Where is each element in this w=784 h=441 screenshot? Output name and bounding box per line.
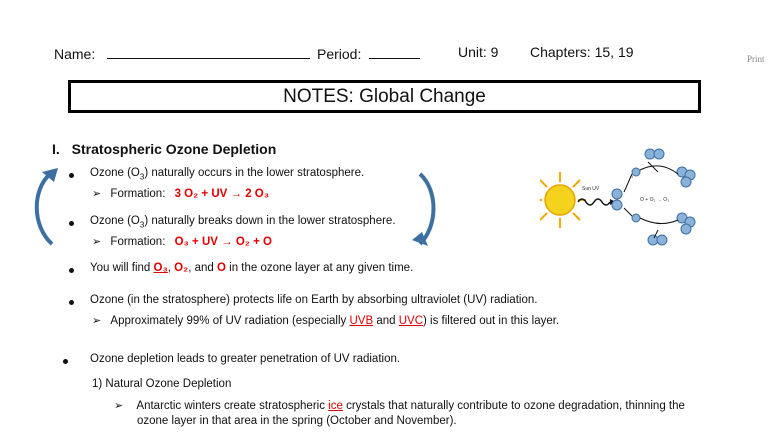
- text-segment: , and: [188, 262, 218, 274]
- text-segment: Antarctic winters create stratospheric: [136, 400, 329, 412]
- period-field: [317, 44, 420, 62]
- page-title: NOTES: Global Change: [68, 80, 701, 113]
- bullet-dot: [69, 173, 74, 178]
- subscript: 3: [139, 172, 145, 182]
- ozone-occurs-line: [90, 167, 364, 181]
- top-molecules-icon: [632, 149, 695, 187]
- formation-label: Formation:: [110, 188, 166, 200]
- print-link[interactable]: Print: [747, 54, 765, 64]
- section-title: Stratospheric Ozone Depletion: [71, 141, 277, 157]
- text-segment: ) naturally breaks down in the lower stratosphere.: [144, 215, 396, 227]
- period-blank: [369, 44, 420, 59]
- antarctic-line: [114, 399, 685, 412]
- bullet-dot: [69, 300, 74, 305]
- bullet-dot: [63, 359, 68, 364]
- breakdown-label: Formation:: [110, 236, 166, 248]
- uv-wave: [578, 199, 610, 205]
- text-segment: ) naturally occurs in the lower stratosphere.: [144, 167, 365, 179]
- section-number: I.: [52, 141, 60, 157]
- text-segment: crystals that naturally contribute to ozone degradation, thinning the: [342, 400, 685, 412]
- name-field: [54, 44, 310, 62]
- arrow-bullet-icon: ➢: [92, 315, 102, 327]
- text-segment: Approximately 99% of UV radiation (especially: [110, 315, 350, 327]
- uvc-term: UVC: [398, 315, 423, 327]
- reaction-label: O + O₂ → O₃: [640, 197, 670, 203]
- ice-term: ice: [328, 400, 343, 412]
- left-curved-arrow: [37, 174, 52, 244]
- arrow-bullet-icon: ➢: [114, 400, 124, 412]
- bullet-dot: [69, 268, 74, 273]
- o3-term: O₃: [153, 262, 168, 274]
- formation-equation: 3 O₂ + UV → 2 O₃: [174, 188, 270, 200]
- bottom-molecules-icon: [632, 213, 695, 245]
- text-segment: ) is filtered out in this layer.: [423, 315, 560, 327]
- bullet-dot: [69, 221, 74, 226]
- oxygen-label: O: [630, 174, 634, 179]
- sun-uv-label: Sun UV: [582, 186, 600, 192]
- find-line: [90, 262, 413, 274]
- text-segment: You will find: [90, 262, 154, 274]
- ozone-cycle-diagram: [540, 142, 710, 252]
- breakdown-equation: O₃ + UV → O₂ + O: [174, 236, 272, 248]
- period-label: Period:: [317, 46, 362, 62]
- text-segment: Ozone (O: [90, 167, 140, 179]
- text-segment: ,: [167, 262, 175, 274]
- name-blank: [107, 44, 310, 59]
- o2-molecule-icon: [612, 189, 622, 210]
- section-heading: [52, 141, 276, 157]
- text-segment: in the ozone layer at any given time.: [225, 262, 414, 274]
- natural-depletion-item: 1) Natural Ozone Depletion: [92, 378, 232, 390]
- formation-line: [92, 187, 269, 200]
- antarctic-line-2: ozone layer in that area in the spring (October and November).: [137, 415, 457, 427]
- arrow-bullet-icon: ➢: [92, 188, 102, 200]
- uvb-term: UVB: [349, 315, 374, 327]
- name-label: Name:: [54, 46, 96, 62]
- breakdown-line: [92, 235, 272, 248]
- text-segment: and: [373, 315, 399, 327]
- text-segment: Ozone (O: [90, 215, 140, 227]
- depletion-line: Ozone depletion leads to greater penetration of UV radiation.: [90, 353, 401, 365]
- ozone-breaks-line: [90, 215, 396, 229]
- protect-sub-line: [92, 314, 559, 327]
- unit-label: Unit: 9: [458, 44, 499, 60]
- o-term: O: [217, 262, 226, 274]
- chapters-label: Chapters: 15, 19: [530, 44, 634, 60]
- o2-term: O₂: [174, 262, 189, 274]
- arrow-bullet-icon: ➢: [92, 236, 102, 248]
- subscript: 3: [139, 220, 145, 230]
- protect-line: Ozone (in the stratosphere) protects life on Earth by absorbing ultraviolet (UV) radiation.: [90, 294, 538, 306]
